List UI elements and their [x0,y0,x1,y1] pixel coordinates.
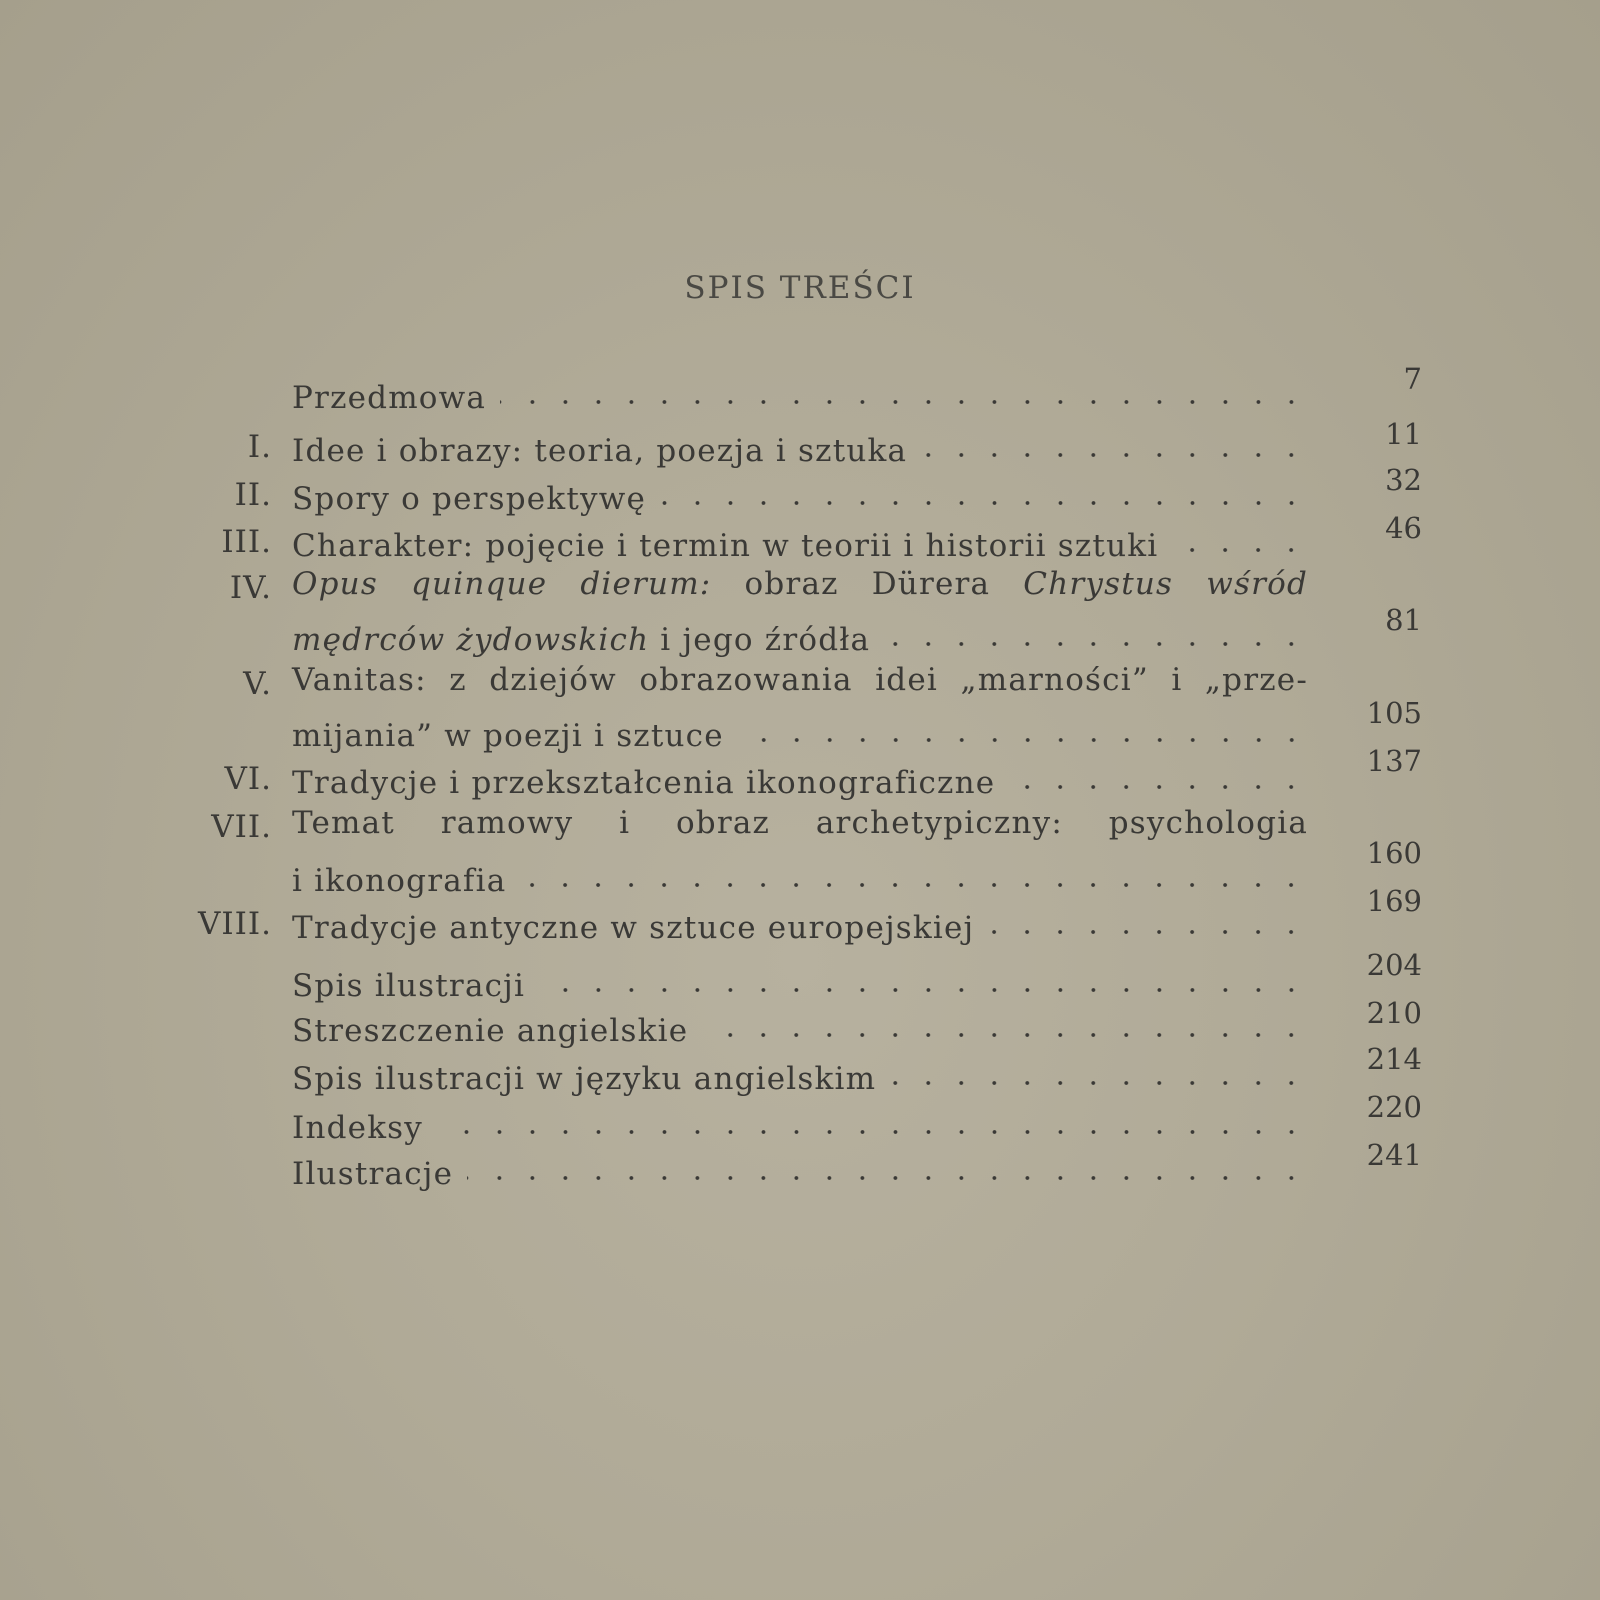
chapter-numeral: VII. [211,809,272,845]
dot-leader [702,1031,1308,1039]
entry-title [292,968,525,1004]
chapter-numeral: III. [221,524,272,560]
page-number: 160 [1366,836,1422,870]
entry-title [292,1110,423,1146]
entry-title [292,528,1158,564]
page-number: 46 [1385,511,1422,545]
dot-leader [884,640,1308,648]
entry-line [292,757,1308,801]
title-segment: Spis ilustracji w języku angielskim [292,1061,877,1097]
title-segment: Przedmowa [292,380,487,416]
page-number: 81 [1385,603,1422,637]
entry-line [292,855,1308,899]
entry-line [292,960,1308,1004]
title-segment: obraz Dürera [711,566,1024,602]
entry-line [292,1102,1308,1146]
entry-title [292,1156,453,1192]
title-segment: mijania” w poezji i sztuce [292,718,724,754]
italic-title-segment: Chrystus wśród [1023,566,1308,602]
page-number: 11 [1385,417,1422,451]
page-number: 210 [1366,996,1422,1030]
entry-title [292,863,506,899]
chapter-numeral: I. [247,429,272,465]
entry-line [292,662,1308,706]
entry-line [292,520,1308,564]
title-segment: Ilustracje [292,1156,454,1192]
italic-title-segment: Opus quinque dierum: [292,566,712,602]
dot-leader [1009,783,1308,791]
page-number: 137 [1366,744,1422,778]
entry-line [292,1053,1308,1097]
dot-leader [660,499,1308,507]
page-title: SPIS TREŚCI [684,270,916,306]
entry-line [292,710,1308,754]
page-number: 105 [1366,696,1422,730]
entry-title [292,1061,876,1097]
title-segment: Streszczenie angielskie [292,1013,689,1049]
title-segment: Idee i obrazy: teoria, poezja i sztuka [292,433,908,469]
title-segment: i jego źródła [649,622,871,658]
entry-title [292,662,1308,698]
title-segment: i ikonografia [292,863,507,899]
entry-title [292,718,724,754]
title-segment: Charakter: pojęcie i termin w teorii i historii sztuki [292,528,1159,564]
page-number: 241 [1366,1138,1422,1172]
dot-leader [921,451,1308,459]
title-segment: Tradycje antyczne w sztuce europejskiej [292,910,975,946]
entry-title [292,805,1308,841]
page-number: 220 [1366,1090,1422,1124]
dot-leader [500,398,1308,406]
entry-title [292,566,1308,602]
entry-line [292,1148,1308,1192]
dot-leader [467,1174,1308,1182]
title-segment: Temat ramowy i obraz archetypiczny: psychologia [292,805,1308,841]
entry-line [292,566,1308,610]
entry-title [292,1013,688,1049]
entry-title [292,481,646,517]
chapter-numeral: IV. [229,570,272,606]
entry-line [292,805,1308,849]
dot-leader [738,736,1308,744]
entry-title [292,380,486,416]
dot-leader [539,986,1308,994]
dot-leader [890,1079,1308,1087]
dot-leader [988,928,1308,936]
title-segment: Tradycje i przekształcenia ikonograficzne [292,765,996,801]
entry-line [292,473,1308,517]
page-number: 204 [1366,948,1422,982]
chapter-numeral: II. [234,477,272,513]
title-segment: Vanitas: z dziejów obrazowania idei „marności” i „prze- [292,662,1308,698]
entry-line [292,902,1308,946]
dot-leader [520,881,1308,889]
page-number: 7 [1403,362,1422,396]
chapter-numeral: V. [243,666,272,702]
title-segment: Spory o perspektywę [292,481,646,517]
entry-line [292,372,1308,416]
page-number: 32 [1385,463,1422,497]
entry-title [292,622,870,658]
entry-line [292,425,1308,469]
page-number: 169 [1366,884,1422,918]
entry-title [292,433,907,469]
entry-title [292,765,995,801]
entry-line [292,614,1308,658]
dot-leader [1172,546,1308,554]
dot-leader [437,1128,1308,1136]
title-segment: Spis ilustracji [292,968,526,1004]
italic-title-segment: mędrców żydowskich [292,622,650,658]
entry-title [292,910,974,946]
entry-line [292,1005,1308,1049]
title-segment: Indeksy [292,1110,424,1146]
chapter-numeral: VI. [224,761,272,797]
page-number: 214 [1366,1042,1422,1076]
chapter-numeral: VIII. [198,906,272,942]
